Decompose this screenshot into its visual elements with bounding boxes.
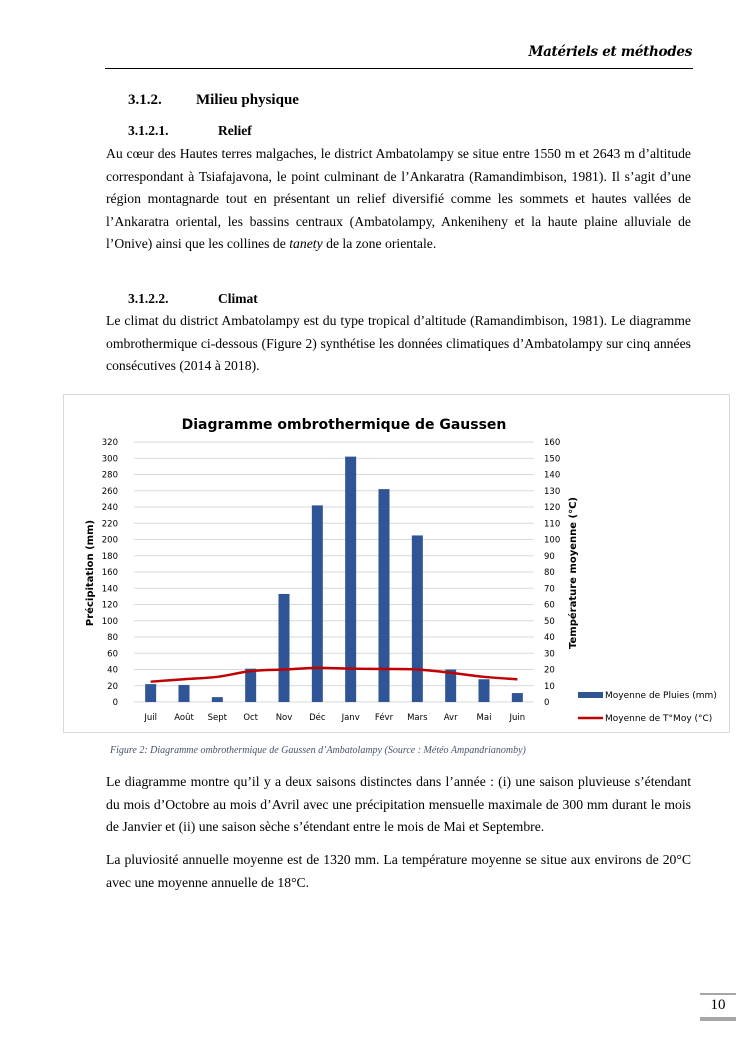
discussion-paragraph-1 [106, 771, 691, 839]
y-tick-label: 300 [101, 454, 118, 465]
climat-text: Le climat du district Ambatolampy est du type tropical d’altitude (Ramandimbison, 1981). Le diagramme ombrothermique ci-dessous (Figure 2) synthétise les données climatiques d’Ambatolampy sur cinq années consécutives (2014 à 2018). [106, 313, 691, 374]
y-tick-label: 320 [101, 438, 118, 448]
x-tick-label: Nov [275, 713, 293, 723]
y2-tick-label: 60 [544, 600, 555, 611]
relief-italic-term: tanety [289, 236, 323, 252]
y2-tick-label: 40 [544, 633, 555, 643]
y2-tick-label: 30 [544, 649, 555, 660]
subsection-number: 3.1.2.2. [128, 291, 169, 306]
y-tick-label: 280 [101, 470, 118, 481]
y-axis-label: Précipitation (mm) [85, 519, 96, 627]
bar-Janv [345, 457, 356, 702]
relief-paragraph [106, 143, 691, 256]
chart-container [63, 394, 730, 733]
subsection-number: 3.1.2.1. [128, 123, 169, 138]
page-number-rule-top [700, 993, 736, 995]
figure-caption: Figure 2: Diagramme ombrothermique de Gaussen d’Ambatolampy (Source : Météo Ampandrianomby) [110, 745, 526, 756]
page-number-box [700, 993, 736, 1021]
y2-tick-label: 50 [544, 616, 555, 627]
subsection-heading-climat [128, 291, 258, 307]
ombrothermic-chart [64, 395, 729, 732]
y-tick-label: 260 [101, 486, 118, 497]
x-tick-label: Avr [443, 713, 458, 723]
y-tick-label: 220 [101, 519, 118, 530]
y-tick-label: 100 [101, 616, 118, 627]
chart-title: Diagramme ombrothermique de Gaussen [181, 417, 507, 433]
x-tick-label: Janv [341, 713, 360, 723]
x-tick-label: Août [174, 713, 194, 723]
x-tick-label: Févr [374, 713, 394, 723]
x-axis-ticks [143, 712, 525, 723]
y-tick-label: 60 [107, 649, 118, 660]
y-tick-label: 120 [101, 600, 118, 611]
climat-paragraph [106, 310, 691, 378]
y2-tick-label: 140 [544, 470, 561, 481]
bar-Nov [279, 594, 290, 702]
y-tick-label: 240 [101, 503, 118, 513]
y2-tick-label: 70 [544, 584, 555, 595]
y2-tick-label: 110 [544, 519, 561, 530]
y-tick-label: 180 [101, 551, 118, 562]
legend-label-temp: Moyenne de T°Moy (°C) [605, 714, 713, 724]
y2-tick-label: 160 [544, 438, 561, 448]
header-title: Matériels et méthodes [528, 44, 692, 60]
bar-Sept [212, 697, 223, 702]
bar-Juin [512, 693, 523, 702]
bar-Oct [245, 669, 256, 702]
y-tick-label: 0 [112, 698, 118, 708]
legend [578, 691, 717, 724]
y2-tick-label: 80 [544, 568, 555, 578]
bar-Août [179, 685, 190, 702]
discussion-text-1: Le diagramme montre qu’il y a deux saisons distinctes dans l’année : (i) une saison pluvieuse s’étendant du mois d’Octobre au mois d’Avril avec une précipitation mensuelle maximale de 300 mm durant le mois de Janvier et (ii) une saison sèche s’étendant entre le mois de Mai et Septembre. [106, 774, 691, 835]
y2-tick-label: 0 [544, 698, 550, 708]
x-tick-label: Oct [243, 713, 259, 723]
subsection-heading-relief [128, 123, 252, 139]
bar-Mars [412, 535, 423, 702]
y-tick-label: 160 [101, 568, 118, 578]
bar-Mai [479, 679, 490, 702]
legend-label-rain: Moyenne de Pluies (mm) [605, 691, 717, 701]
x-tick-label: Mai [476, 713, 492, 723]
y2-tick-label: 130 [544, 486, 561, 497]
header-rule [105, 68, 693, 69]
y2-axis-label: Température moyenne (°C) [568, 497, 579, 649]
subsection-title: Relief [218, 123, 252, 138]
page-number-rule-bottom [700, 1017, 736, 1021]
relief-text-end: de la zone orientale. [322, 236, 437, 252]
relief-text: Au cœur des Hautes terres malgaches, le district Ambatolampy se situe entre 1550 m et 2643 m d’altitude correspondant à Tsiafajavona, le point culminant de l’Ankaratra (Ramandimbison, 1981). Il s’agit d’une région montagnarde tout en présentant un relief diversifié comme les sommets et hautes vallées de l’Ankaratra oriental, les bassins centraux (Ambatolampy, Ankeniheny et la haute plaine alluviale de l’Onive) ainsi que les collines de [106, 146, 691, 252]
y2-tick-label: 90 [544, 551, 555, 562]
bar-Déc [312, 505, 323, 702]
section-title: Milieu physique [196, 92, 299, 108]
x-tick-label: Mars [407, 713, 428, 723]
y2-tick-label: 150 [544, 454, 561, 465]
bar-series [145, 457, 523, 702]
y-tick-label: 80 [107, 633, 118, 643]
subsection-title: Climat [218, 291, 258, 306]
y2-tick-label: 20 [544, 665, 555, 676]
legend-swatch-rain [578, 692, 603, 698]
gridlines [134, 442, 534, 702]
y-axis-ticks [102, 438, 118, 708]
y2-tick-label: 100 [544, 535, 561, 546]
bar-Juil [145, 684, 156, 702]
x-tick-label: Déc [309, 713, 326, 723]
x-tick-label: Sept [207, 713, 228, 723]
page-number: 10 [710, 997, 726, 1013]
x-tick-label: Juin [509, 713, 526, 723]
y-tick-label: 140 [101, 584, 118, 595]
y-tick-label: 20 [107, 681, 118, 692]
y2-axis-ticks [544, 438, 560, 708]
y-tick-label: 200 [101, 535, 118, 546]
discussion-text-2: La pluviosité annuelle moyenne est de 1320 mm. La température moyenne se situe aux environs de 20°C avec une moyenne annuelle de 18°C. [106, 852, 691, 890]
y2-tick-label: 10 [544, 681, 555, 692]
section-heading [128, 92, 299, 109]
discussion-paragraph-2 [106, 849, 691, 894]
y2-tick-label: 120 [544, 503, 561, 513]
section-number: 3.1.2. [128, 92, 162, 108]
x-tick-label: Juil [144, 713, 157, 723]
y-tick-label: 40 [107, 665, 118, 676]
